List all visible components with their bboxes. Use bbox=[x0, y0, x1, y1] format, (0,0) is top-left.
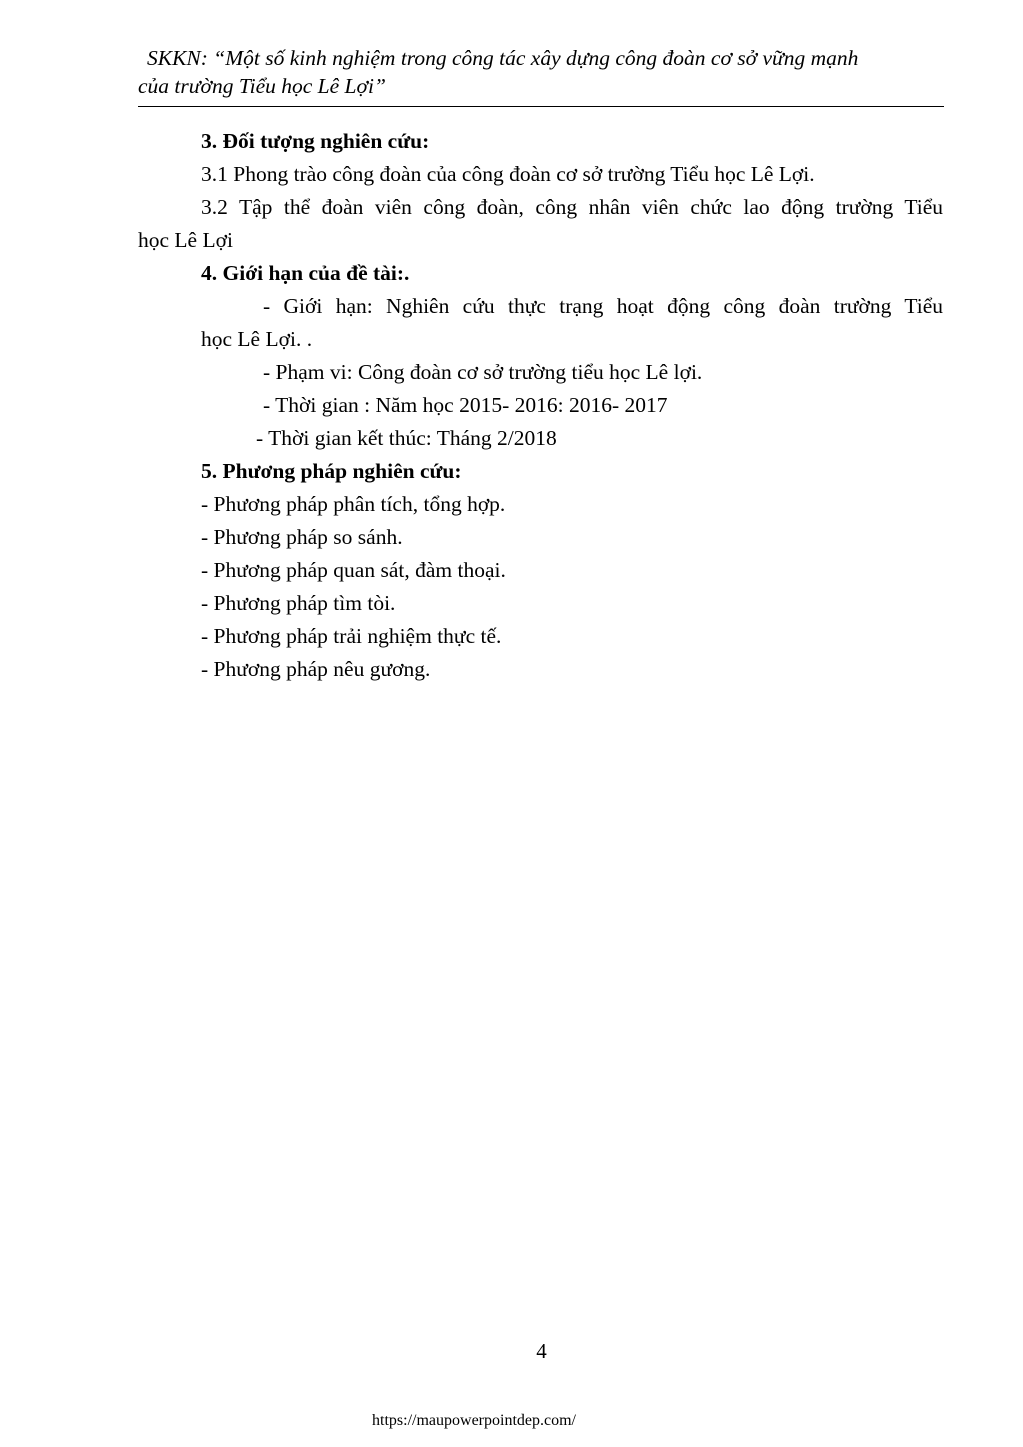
method-item: - Phương pháp phân tích, tổng hợp. bbox=[201, 492, 506, 516]
footer-url: https://maupowerpointdep.com/ bbox=[372, 1412, 576, 1429]
section-4-time: - Thời gian : Năm học 2015- 2016: 2016- 2017 bbox=[263, 393, 668, 417]
section-3-item-2-line-2: học Lê Lợi bbox=[138, 228, 233, 252]
header-divider bbox=[138, 106, 944, 107]
page-number: 4 bbox=[536, 1339, 547, 1363]
method-item: - Phương pháp so sánh. bbox=[201, 525, 403, 549]
section-4-limit-line-1: - Giới hạn: Nghiên cứu thực trạng hoạt động công đoàn trường Tiểu bbox=[263, 294, 943, 318]
page-header bbox=[138, 44, 944, 100]
section-5-heading: 5. Phương pháp nghiên cứu: bbox=[201, 459, 462, 483]
method-item: - Phương pháp quan sát, đàm thoại. bbox=[201, 558, 506, 582]
method-item: - Phương pháp tìm tòi. bbox=[201, 591, 396, 615]
section-4-heading: 4. Giới hạn của đề tài:. bbox=[201, 261, 410, 285]
section-4-end-time: - Thời gian kết thúc: Tháng 2/2018 bbox=[256, 426, 557, 450]
section-3-heading: 3. Đối tượng nghiên cứu: bbox=[201, 129, 430, 153]
method-item: - Phương pháp trải nghiệm thực tế. bbox=[201, 624, 502, 648]
header-title-line-2: của trường Tiểu học Lê Lợi” bbox=[138, 74, 386, 98]
document-body bbox=[138, 125, 943, 686]
section-3-item-1: 3.1 Phong trào công đoàn của công đoàn cơ sở trường Tiểu học Lê Lợi. bbox=[201, 162, 815, 186]
section-4-scope: - Phạm vi: Công đoàn cơ sở trường tiểu học Lê lợi. bbox=[263, 360, 703, 384]
method-item: - Phương pháp nêu gương. bbox=[201, 657, 431, 681]
section-3-item-2-line-1: 3.2 Tập thể đoàn viên công đoàn, công nhân viên chức lao động trường Tiểu bbox=[201, 195, 943, 219]
section-4-limit-line-2: học Lê Lợi. . bbox=[201, 327, 313, 351]
header-title-line-1: SKKN: “Một số kinh nghiệm trong công tác xây dựng công đoàn cơ sở vững mạnh bbox=[147, 46, 859, 70]
